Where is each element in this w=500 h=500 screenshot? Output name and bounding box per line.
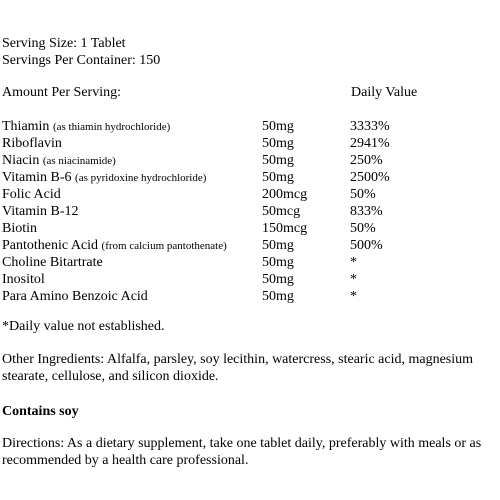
nutrient-daily-value: 250% xyxy=(350,153,383,168)
nutrient-daily-value: * xyxy=(350,255,357,270)
nutrient-name-text: Vitamin B-6 xyxy=(2,170,72,185)
nutrient-row xyxy=(2,135,496,152)
nutrient-name-text: Vitamin B-12 xyxy=(2,204,79,219)
nutrient-daily-value: 833% xyxy=(350,204,383,219)
directions xyxy=(2,435,496,469)
nutrient-name xyxy=(2,152,116,170)
nutrient-row xyxy=(2,220,496,237)
nutrient-source-note: (as thiamin hydrochloride) xyxy=(52,121,171,133)
nutrient-daily-value: 500% xyxy=(350,238,383,253)
nutrient-name-text: Biotin xyxy=(2,221,38,236)
servings-per-container: Servings Per Container: 150 xyxy=(2,53,161,68)
nutrient-amount: 50mg xyxy=(262,255,294,270)
nutrient-name xyxy=(2,237,227,255)
nutrient-row xyxy=(2,118,496,135)
nutrient-name xyxy=(2,254,103,271)
nutrient-daily-value: 2500% xyxy=(350,170,390,185)
nutrient-amount: 50mg xyxy=(262,238,294,253)
other-ingredients xyxy=(2,351,496,385)
nutrient-amount: 50mg xyxy=(262,153,294,168)
nutrient-amount: 200mcg xyxy=(262,187,308,202)
nutrient-row xyxy=(2,203,496,220)
nutrient-name xyxy=(2,271,45,288)
nutrient-amount: 50mg xyxy=(262,119,294,134)
nutrient-name-text: Choline Bitartrate xyxy=(2,255,103,270)
serving-info xyxy=(2,35,496,69)
directions-line: recommended by a health care professional. xyxy=(2,453,249,468)
nutrient-source-note: (from calcium pantothenate) xyxy=(101,240,227,252)
nutrient-row xyxy=(2,237,496,254)
serving-size: Serving Size: 1 Tablet xyxy=(2,36,126,51)
nutrient-amount: 50mg xyxy=(262,272,294,287)
nutrient-name xyxy=(2,169,206,187)
nutrient-name-text: Niacin xyxy=(2,153,40,168)
nutrient-name-text: Para Amino Benzoic Acid xyxy=(2,289,148,304)
nutrient-row xyxy=(2,288,496,305)
footnote: *Daily value not established. xyxy=(2,319,165,334)
nutrient-daily-value: 50% xyxy=(350,187,376,202)
nutrient-daily-value: 2941% xyxy=(350,136,390,151)
nutrient-amount: 50mcg xyxy=(262,204,301,219)
nutrient-row xyxy=(2,169,496,186)
other-ingredients-line: stearate, cellulose, and silicon dioxide. xyxy=(2,369,219,384)
nutrient-row xyxy=(2,186,496,203)
nutrient-name-text: Riboflavin xyxy=(2,136,62,151)
nutrient-name xyxy=(2,203,79,220)
nutrient-amount: 50mg xyxy=(262,170,294,185)
nutrient-daily-value: 50% xyxy=(350,221,376,236)
nutrient-name-text: Folic Acid xyxy=(2,187,61,202)
nutrient-name xyxy=(2,135,62,152)
nutrient-name xyxy=(2,186,61,203)
nutrient-table xyxy=(2,118,496,305)
nutrient-source-note: (as niacinamide) xyxy=(42,155,116,167)
nutrient-daily-value: 3333% xyxy=(350,119,390,134)
nutrient-amount: 50mg xyxy=(262,289,294,304)
nutrient-name xyxy=(2,288,148,305)
nutrient-row xyxy=(2,254,496,271)
nutrient-row xyxy=(2,152,496,169)
nutrient-name-text: Thiamin xyxy=(2,119,50,134)
nutrient-amount: 50mg xyxy=(262,136,294,151)
nutrient-row xyxy=(2,271,496,288)
daily-value-label: Daily Value xyxy=(351,85,418,100)
nutrient-source-note: (as pyridoxine hydrochloride) xyxy=(75,172,207,184)
amount-header xyxy=(2,84,496,101)
contains-soy: Contains soy xyxy=(2,404,79,419)
nutrient-name-text: Pantothenic Acid xyxy=(2,238,99,253)
nutrient-name xyxy=(2,118,170,136)
other-ingredients-line: Other Ingredients: Alfalfa, parsley, soy lecithin, watercress, stearic acid, magnesium xyxy=(2,352,474,367)
nutrient-daily-value: * xyxy=(350,272,357,287)
nutrient-amount: 150mcg xyxy=(262,221,308,236)
nutrient-name xyxy=(2,220,37,237)
nutrient-name-text: Inositol xyxy=(2,272,45,287)
nutrient-daily-value: * xyxy=(350,289,357,304)
amount-per-serving-label: Amount Per Serving: xyxy=(2,85,121,100)
directions-line: Directions: As a dietary supplement, take one tablet daily, preferably with meals or as xyxy=(2,436,482,451)
